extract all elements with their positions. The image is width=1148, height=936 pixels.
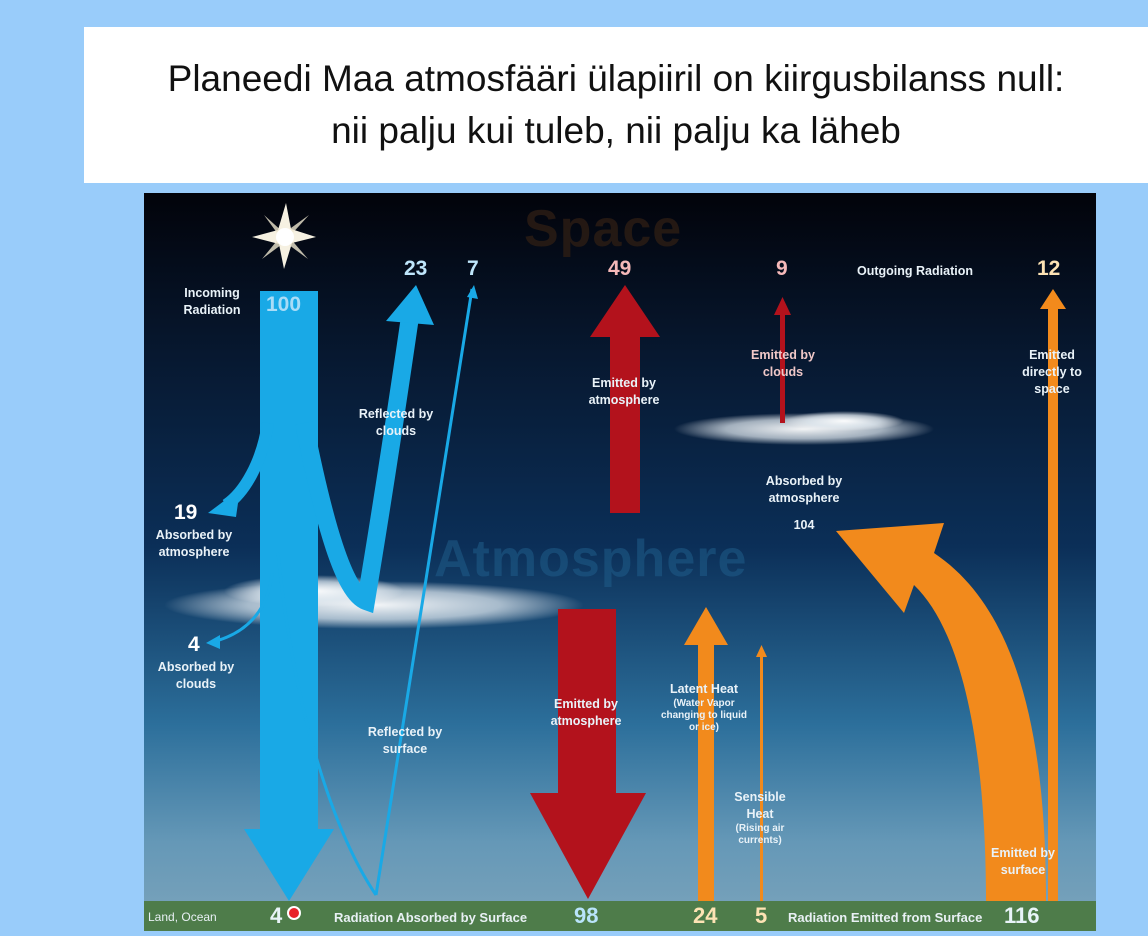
emitted-clouds-value: 9 xyxy=(776,257,788,280)
latent-heat-arrow xyxy=(684,607,728,901)
title-line-2: nii palju kui tuleb, nii palju ka läheb xyxy=(331,110,901,151)
reflected-by-surface-head xyxy=(467,285,478,299)
emitted-atmosphere-down-label: Emitted by atmosphere xyxy=(550,697,622,728)
latent-heat-value: 24 xyxy=(693,903,718,928)
emitted-clouds-label: Emitted by clouds xyxy=(751,348,815,379)
emitted-surface-ground-label: Radiation Emitted from Surface xyxy=(788,910,983,925)
absorbed-by-atmosphere-head xyxy=(208,489,240,517)
emitted-surface-value: 116 xyxy=(1004,903,1040,928)
latent-heat-sub: (Water Vapor changing to liquid or ice) xyxy=(660,698,748,733)
emitted-space-value: 12 xyxy=(1037,257,1061,280)
reflected-clouds-value: 23 xyxy=(404,257,428,280)
right-cloud-puff xyxy=(784,411,904,431)
slide-title xyxy=(84,27,1148,183)
incoming-radiation-value: 100 xyxy=(266,293,302,316)
back-radiation-value: 98 xyxy=(574,903,599,928)
space-watermark: Space xyxy=(524,200,683,258)
atmosphere-watermark: Atmosphere xyxy=(434,530,748,588)
absorbed-surface-value: 4 xyxy=(270,903,283,928)
emitted-space-label: Emitted directly to space xyxy=(1022,348,1082,396)
reflected-surface-label: Reflected by surface xyxy=(367,725,443,756)
title-line-1: Planeedi Maa atmosfääri ülapiiril on kiirgusbilanss null: xyxy=(167,58,1065,99)
reflected-surface-value: 7 xyxy=(467,257,479,280)
land-ocean-label: Land, Ocean xyxy=(148,910,217,924)
absorbed-clouds-label: Absorbed by clouds xyxy=(157,660,235,691)
reflected-by-clouds-head xyxy=(386,285,434,325)
sensible-heat-value: 5 xyxy=(755,903,768,928)
highlight-marker xyxy=(288,907,300,919)
absorbed-atmosphere-right-value: 104 xyxy=(793,518,815,532)
emitted-atmosphere-top-value: 49 xyxy=(608,257,632,280)
emitted-surface-label: Emitted by surface xyxy=(991,846,1055,877)
sensible-heat-sub: (Rising air currents) xyxy=(735,823,785,846)
absorbed-surface-label: Radiation Absorbed by Surface xyxy=(334,910,528,925)
latent-heat-label: Latent Heat xyxy=(669,682,739,696)
emitted-atmosphere-top-label: Emitted by atmosphere xyxy=(588,376,660,407)
sensible-heat-label: Sensible Heat xyxy=(734,790,786,821)
outgoing-radiation-label: Outgoing Radiation xyxy=(857,264,973,278)
sun-icon xyxy=(252,203,316,269)
emitted-atmosphere-down-arrow xyxy=(530,609,646,899)
absorbed-atmosphere-left-value: 19 xyxy=(174,501,198,524)
absorbed-clouds-value: 4 xyxy=(188,633,200,656)
sensible-heat-arrow xyxy=(756,645,767,901)
absorbed-by-clouds-head xyxy=(206,635,220,649)
absorbed-atmosphere-right-label: Absorbed by atmosphere xyxy=(765,474,843,505)
incoming-radiation-label: Incoming Radiation xyxy=(183,286,241,317)
energy-balance-diagram xyxy=(144,193,1096,931)
reflected-by-clouds-arrow xyxy=(304,303,412,601)
absorbed-atmosphere-left-label: Absorbed by atmosphere xyxy=(155,528,233,559)
reflected-clouds-label: Reflected by clouds xyxy=(358,407,434,438)
